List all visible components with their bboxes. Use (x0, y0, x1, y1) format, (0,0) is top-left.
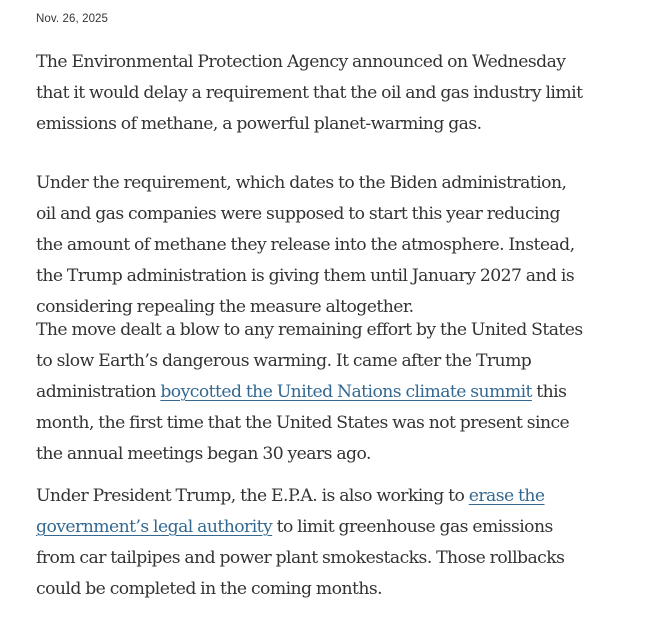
text-line-with-link (36, 481, 564, 512)
text-line: the annual meetings began 30 years ago. (36, 444, 371, 464)
text-segment: Under President Trump, the E.P.A. is also working to (36, 486, 469, 506)
link-un-climate-summit-boycott[interactable]: boycotted the United Nations climate summit (160, 382, 532, 402)
text-line: to slow Earth’s dangerous warming. It came after the Trump (36, 351, 532, 371)
paragraph-3 (36, 315, 583, 470)
text-line: that it would delay a requirement that the oil and gas industry limit (36, 83, 583, 103)
text-line: the amount of methane they release into the atmosphere. Instead, (36, 235, 575, 255)
text-segment: administration (36, 382, 161, 402)
paragraph-4 (36, 481, 564, 605)
text-line-with-link (36, 512, 564, 543)
link-erase-legal-authority[interactable]: erase the (468, 486, 545, 506)
text-line: month, the first time that the United States was not present since (36, 413, 570, 433)
text-line: The move dealt a blow to any remaining effort by the United States (36, 320, 583, 340)
text-line: the Trump administration is giving them until January 2027 and is (36, 266, 575, 286)
text-line-with-link (36, 377, 583, 408)
text-segment: this (531, 382, 567, 402)
text-line: oil and gas companies were supposed to start this year reducing (36, 204, 560, 224)
text-line: Under the requirement, which dates to the Biden administration, (36, 173, 567, 193)
text-line: could be completed in the coming months. (36, 579, 383, 599)
text-line: from car tailpipes and power plant smokestacks. Those rollbacks (36, 548, 565, 568)
link-erase-legal-authority-continued[interactable]: government’s legal authority (36, 517, 273, 537)
paragraph-2 (36, 168, 575, 323)
dateline: Nov. 26, 2025 (36, 13, 109, 25)
text-segment: to limit greenhouse gas emissions (272, 517, 553, 537)
text-line: The Environmental Protection Agency announced on Wednesday (36, 52, 566, 72)
text-line: emissions of methane, a powerful planet-warming gas. (36, 114, 482, 134)
text-line: considering repealing the measure altogether. (36, 297, 414, 317)
paragraph-1 (36, 47, 582, 140)
